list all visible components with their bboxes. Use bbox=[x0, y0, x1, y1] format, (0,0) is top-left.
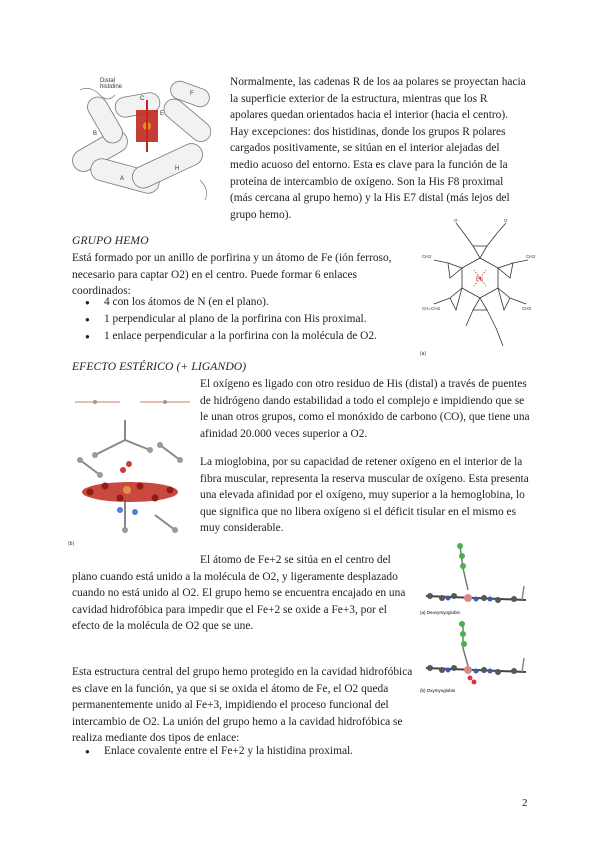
porphyrin-ring-diagram bbox=[418, 218, 543, 360]
svg-text:A: A bbox=[120, 176, 125, 182]
svg-text:Fe: Fe bbox=[476, 277, 484, 283]
efecto-esterico-paragraph-2: La mioglobina, por su capacidad de retener oxígeno en el interior de la fibra muscular, representa la reserva muscular de oxígeno. Esta presenta una elevada afinidad por el oxígeno, muy superior a la hemoglobina, lo que significa que no libera oxígeno si el déficit tisular en el mismo es muy considerable. bbox=[200, 456, 529, 535]
svg-text:F: F bbox=[190, 91, 194, 97]
steric-figure-label: (b) bbox=[68, 541, 75, 547]
fe-paragraph-1: El átomo de Fe+2 se sitúa en el centro del plano cuando está unido a la molécula de O2, y ligeramente desplazado cuando no está unido al O2. El grupo hemo se encuentra encajado en una cavidad hidrofóbica para impedir que el Fe+2 se oxide a Fe+3, por el efecto de la molécula de O2 que se une. bbox=[72, 554, 406, 633]
svg-text:CH3: CH3 bbox=[526, 254, 536, 259]
svg-text:H: H bbox=[175, 166, 180, 172]
oxymyoglobin-figure bbox=[418, 618, 533, 696]
deoxymyoglobin-figure bbox=[418, 538, 533, 618]
bullet-item: ● 1 perpendicular al plano de la porfirina con His proximal. bbox=[72, 311, 432, 328]
heme-figure-label: (a) bbox=[420, 351, 427, 357]
efecto-esterico-paragraph-1: El oxígeno es ligado con otro residuo de His (distal) a través de puentes de hidrógeno dando estabilidad a todo el complejo e impidiendo que se le unan otros grupos, como el monóxido de carbono (CO), que tiene una afinidad 20.000 veces superior a O2. bbox=[200, 378, 530, 440]
deoxy-caption: (a) Deoxymyoglobin bbox=[420, 610, 461, 615]
intro-paragraph: Normalmente, las cadenas R de los aa polares se proyectan hacia la superficie exterior de la estructura, mientras que los R apolares quedan orientados hacia el interior (hacia el centro). Hay excepciones: dos histidinas, donde los grupos R polares cargados positivamente, se sitúan en el interior alejadas del medio acuoso del entorno. Esta es clave para la función de la proteína de intercambio de oxígeno. Son la His F8 proximal (más cercana al grupo hemo) y la His E7 distal (más lejos del grupo hemo). bbox=[230, 76, 526, 221]
grupo-hemo-bullet-list bbox=[72, 294, 432, 345]
oxymyoglobin-diagram bbox=[418, 618, 533, 696]
myoglobin-structure-figure bbox=[60, 70, 225, 210]
fe-paragraph-2: Esta estructura central del grupo hemo protegido en la cavidad hidrofóbica es clave en la función, ya que si se oxida el átomo de Fe, el O2 queda permanentemente unido al Fe+3, impidiendo el proceso funcional del intercambio de O2. La unión del grupo hemo a la cavidad hidrofóbica se realiza mediante dos tipos de enlace: bbox=[72, 666, 413, 745]
fe-bullet-list bbox=[72, 743, 512, 760]
svg-text:O: O bbox=[504, 218, 508, 223]
ball-and-stick-model bbox=[65, 380, 195, 548]
myoglobin-cylinder-diagram bbox=[60, 70, 225, 210]
efecto-esterico-heading: EFECTO ESTÉRICO (+ LIGANDO) bbox=[72, 360, 247, 373]
heme-structure-figure bbox=[418, 218, 543, 360]
grupo-hemo-heading: GRUPO HEMO bbox=[72, 234, 149, 247]
svg-text:C: C bbox=[140, 96, 145, 102]
bullet-item: ● 1 enlace perpendicular a la porfirina con la molécula de O2. bbox=[72, 328, 432, 345]
svg-text:O: O bbox=[454, 218, 458, 223]
svg-text:B: B bbox=[93, 131, 98, 137]
svg-text:histidine: histidine bbox=[100, 84, 123, 90]
svg-text:E: E bbox=[160, 111, 165, 117]
bullet-item: ● Enlace covalente entre el Fe+2 y la histidina proximal. bbox=[72, 743, 512, 760]
svg-text:CH3: CH3 bbox=[522, 306, 532, 311]
svg-text:CH=CH2: CH=CH2 bbox=[422, 306, 441, 311]
oxy-caption: (b) Oxymyoglobin bbox=[420, 688, 456, 693]
heme-plane-icon bbox=[82, 482, 178, 502]
svg-text:CH3: CH3 bbox=[422, 254, 432, 259]
svg-text:Distal: Distal bbox=[100, 78, 116, 84]
grupo-hemo-paragraph: Está formado por un anillo de porfirina y un átomo de Fe (ión ferroso, necesario para captar O2) en el centro. Puede formar 6 enlaces coordinados: bbox=[72, 252, 392, 298]
bullet-item: ● 4 con los átomos de N (en el plano). bbox=[72, 294, 432, 311]
page-number: 2 bbox=[522, 797, 528, 809]
deoxymyoglobin-diagram bbox=[418, 538, 533, 618]
oxygen-binding-figure bbox=[65, 380, 195, 548]
